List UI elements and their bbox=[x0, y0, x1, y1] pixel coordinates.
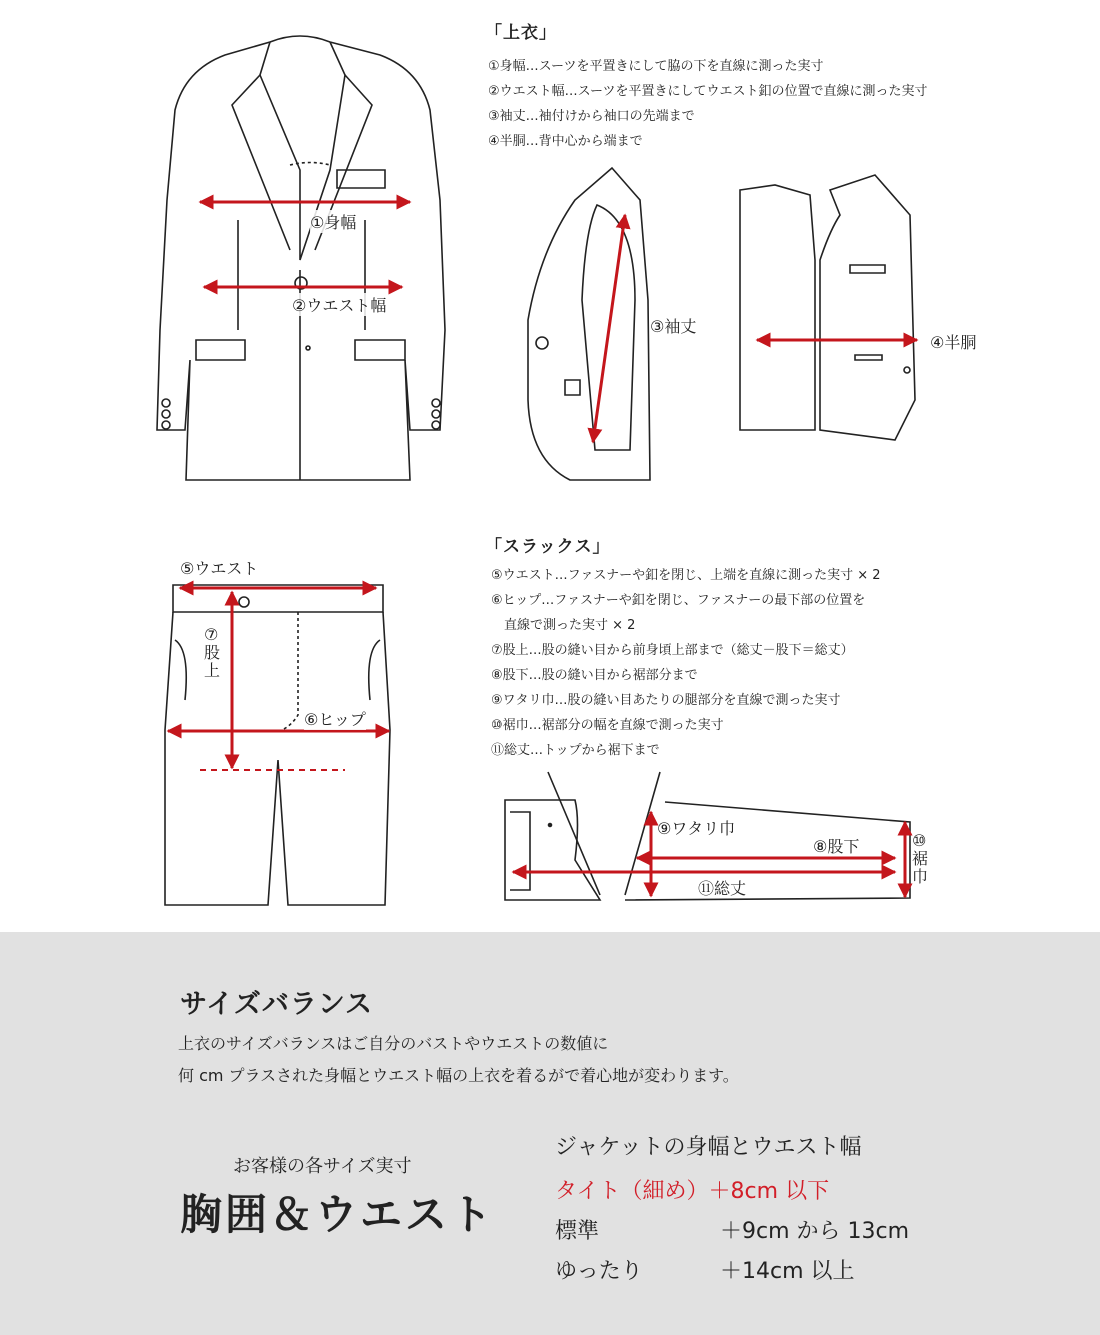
fit-row-standard bbox=[555, 1214, 910, 1245]
chest-label: ①身幅 bbox=[310, 210, 356, 233]
rise-label: ⑦ 股 上 bbox=[204, 625, 221, 680]
slacks-heading: 「スラックス」 bbox=[485, 537, 611, 557]
size-balance-line: 何 cm プラスされた身幅とウエスト幅の上衣を着るがで着心地が変わります。 bbox=[178, 1066, 739, 1085]
jacket-note: ④半胴…背中心から端まで bbox=[488, 134, 643, 149]
slacks-front-arrows bbox=[168, 588, 389, 768]
customer-size-big: 胸囲＆ウエスト bbox=[180, 1190, 496, 1239]
slacks-note: ⑨ワタリ巾…股の縫い目あたりの腿部分を直線で測った実寸 bbox=[491, 693, 841, 708]
total-length-label: ⑪総丈 bbox=[698, 879, 747, 898]
fit-row-name: 標準 bbox=[555, 1219, 600, 1244]
slacks-note: ⑥ヒップ…ファスナーや釦を閉じ、ファスナーの最下部の位置を bbox=[491, 593, 866, 608]
hip-label: ⑥ヒップ bbox=[304, 707, 366, 730]
slacks-notes bbox=[491, 563, 881, 763]
thigh-label: ⑨ワタリ巾 bbox=[657, 819, 736, 838]
slacks-note: ⑪総丈…トップから裾下まで bbox=[491, 743, 660, 758]
size-balance-body bbox=[178, 1028, 739, 1092]
jacket-note: ③袖丈…袖付けから袖口の先端まで bbox=[488, 109, 695, 124]
slacks-note: 直線で測った実寸 × 2 bbox=[491, 618, 636, 633]
size-balance-title: サイズバランス bbox=[180, 989, 374, 1020]
jacket-note: ②ウエスト幅…スーツを平置きにしてウエスト釦の位置で直線に測った実寸 bbox=[488, 84, 928, 99]
slacks-waist-label: ⑤ウエスト bbox=[180, 559, 259, 578]
slacks-note: ⑦股上…股の縫い目から前身頃上部まで（総丈－股下＝総丈） bbox=[491, 643, 854, 658]
fit-row-name: ゆったり bbox=[555, 1259, 643, 1284]
sleeve-arrow bbox=[593, 215, 625, 442]
size-balance-panel bbox=[0, 932, 1100, 1335]
jacket-note: ①身幅…スーツを平置きにして脇の下を直線に測った実寸 bbox=[488, 59, 824, 74]
jacket-side-drawing bbox=[528, 168, 650, 480]
fit-row-name: タイト（細め）＋8cm 以下 bbox=[555, 1179, 830, 1204]
customer-size-label: お客様の各サイズ実寸 bbox=[233, 1156, 412, 1177]
slacks-front-drawing bbox=[165, 585, 390, 905]
fit-row-value: ＋14cm 以上 bbox=[720, 1259, 855, 1284]
slacks-note: ⑧股下…股の縫い目から裾部分まで bbox=[491, 668, 698, 683]
slacks-note: ⑩裾巾…裾部分の幅を直線で測った実寸 bbox=[491, 718, 724, 733]
fit-row-loose bbox=[555, 1254, 855, 1285]
half-back-label: ④半胴 bbox=[930, 333, 977, 352]
fit-table-heading: ジャケットの身幅とウエスト幅 bbox=[555, 1135, 862, 1160]
inseam-label: ⑧股下 bbox=[813, 837, 860, 856]
jacket-front-drawing bbox=[157, 36, 445, 480]
fit-row-tight bbox=[555, 1174, 829, 1205]
slacks-note: ⑤ウエスト…ファスナーや釦を閉じ、上端を直線に測った実寸 × 2 bbox=[491, 568, 881, 583]
sleeve-label: ③袖丈 bbox=[650, 317, 697, 336]
jacket-heading: 「上衣」 bbox=[485, 23, 557, 43]
hem-label: ⑩ 裾 巾 bbox=[912, 831, 929, 886]
fit-row-value: ＋9cm から 13cm bbox=[720, 1219, 910, 1244]
jacket-notes bbox=[488, 54, 928, 154]
size-balance-line: 上衣のサイズバランスはご自分のバストやウエストの数値に bbox=[178, 1034, 609, 1053]
waist-label: ②ウエスト幅 bbox=[292, 293, 386, 316]
jacket-back-drawing bbox=[740, 175, 915, 440]
